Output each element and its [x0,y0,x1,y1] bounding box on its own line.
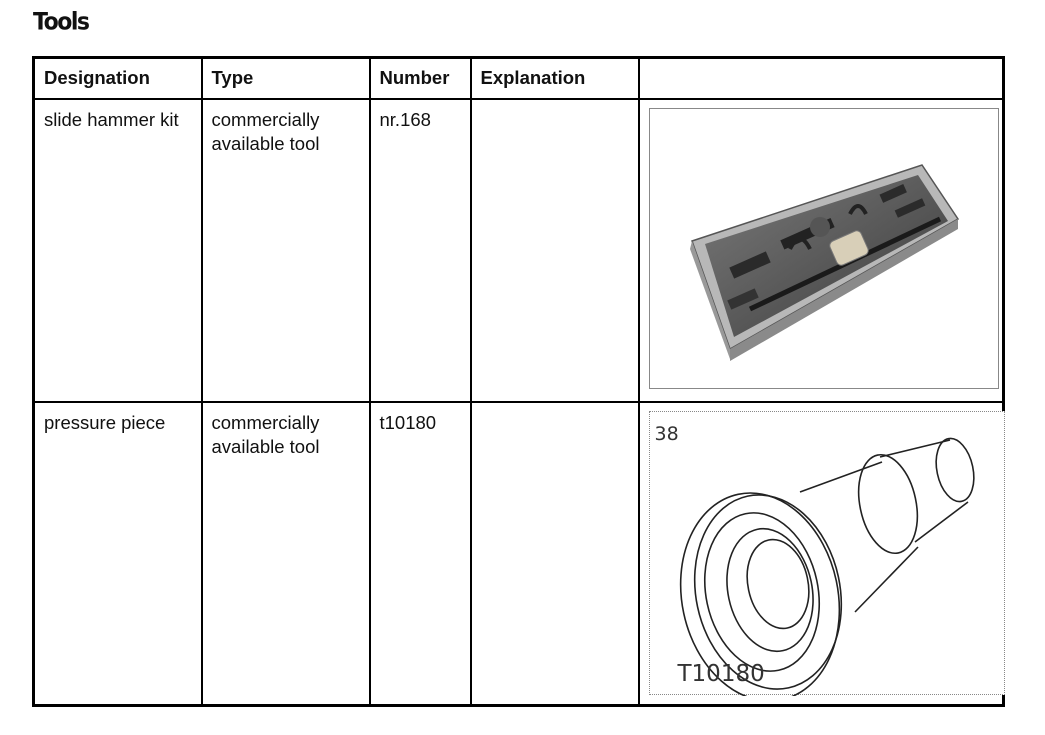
header-type: Type [202,58,370,100]
type-line: available tool [211,436,320,457]
cell-type [202,99,370,402]
cell-image [639,402,1004,706]
cell-designation: slide hammer kit [34,99,202,402]
cell-number: t10180 [370,402,471,706]
tools-table [32,56,1005,707]
type-line: available tool [211,133,320,154]
figure-code: T10180 [677,661,765,687]
cell-explanation [471,99,639,402]
pressure-piece-image [649,411,1005,695]
type-line: commercially [211,412,320,433]
page-title: Tools [33,9,89,36]
cell-number: nr.168 [370,99,471,402]
table-row [34,99,1004,402]
header-image [639,58,1004,100]
header-explanation: Explanation [471,58,639,100]
table-header-row [34,58,1004,100]
cell-type [202,402,370,706]
cell-explanation [471,402,639,706]
slide-hammer-kit-image [649,108,999,389]
cell-designation: pressure piece [34,402,202,706]
header-number: Number [370,58,471,100]
type-line: commercially [211,109,320,130]
header-designation: Designation [34,58,202,100]
figure-number: 38 [654,423,679,445]
cell-image [639,99,1004,402]
table-row [34,402,1004,706]
